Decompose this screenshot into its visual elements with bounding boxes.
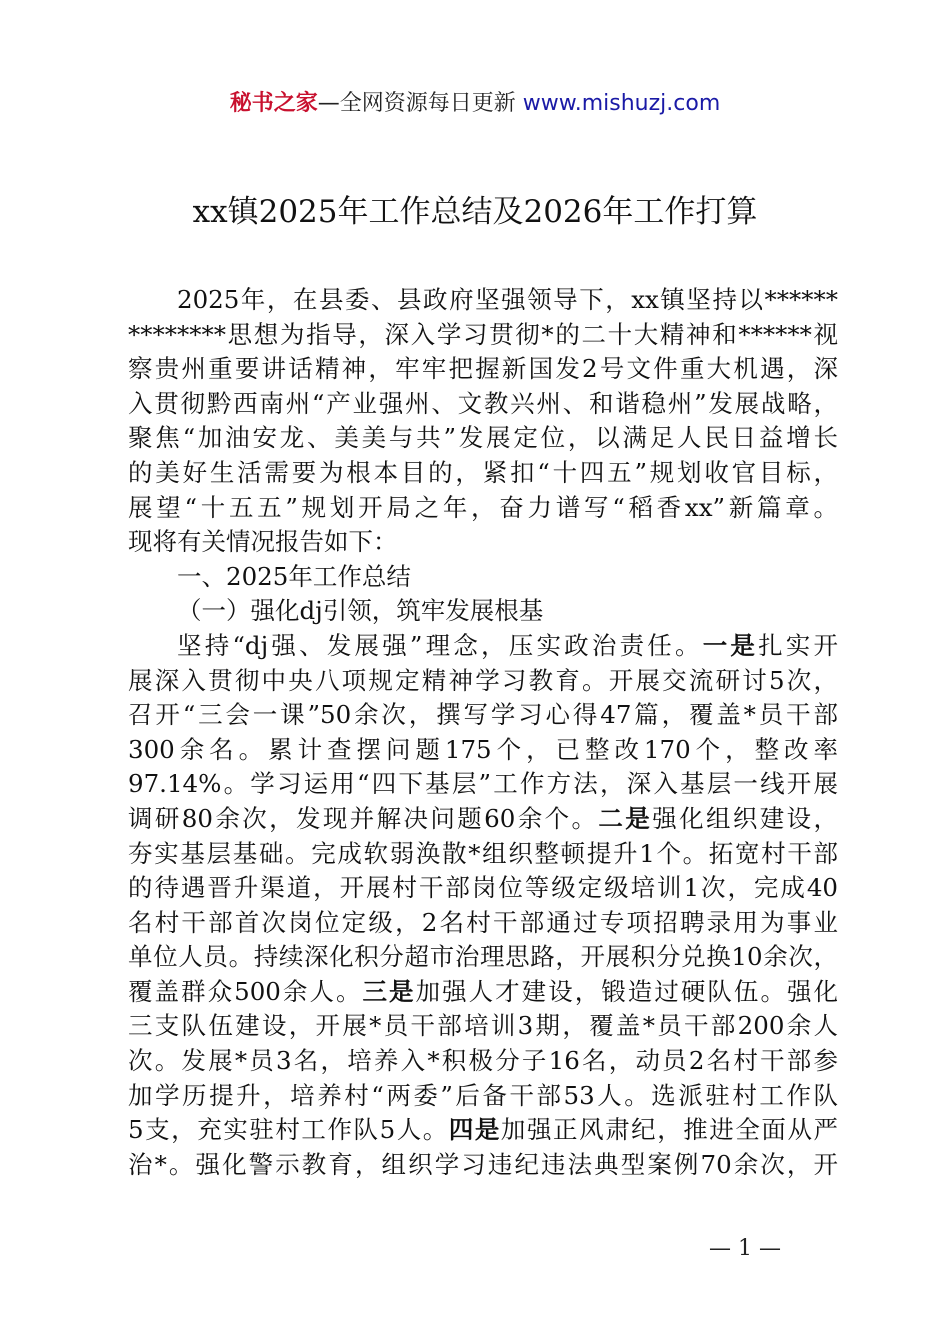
subsection-heading: （一）强化dj引领，筑牢发展根基 [177,596,544,626]
document-title: xx镇2025年工作总结及2026年工作打算 [192,194,758,230]
emphasis-marker: 三是 [362,976,416,1006]
emphasis-marker: 二是 [598,803,653,833]
paragraph-line: 聚焦“加油安龙、美美与共”发展定位，以满足人民日益增长 [128,423,838,453]
paragraph-line: 加学历提升，培养村“两委”后备干部53人。选派驻村工作队 [128,1080,838,1110]
paragraph-line: 名村干部首次岗位定级，2名村干部通过专项招聘录用为事业 [128,907,838,937]
document-body [128,283,838,1182]
line-text: 5支，充实驻村工作队5人。 [128,1115,449,1145]
paragraph-line [128,975,838,1010]
paragraph-line: 的美好生活需要为根本目的，紧扣“十四五”规划收官目标， [128,457,838,487]
intro-paragraph [128,283,838,560]
paragraph-line: 97.14%。学习运用“四下基层”工作方法，深入基层一线开展 [128,769,838,799]
emphasis-marker: 四是 [448,1115,501,1145]
paragraph-line: 2025年，在县委、县政府坚强领导下，xx镇坚持以****** [177,285,838,314]
paragraph-line: 三支队伍建设，开展*员干部培训3期，覆盖*员干部200余人 [128,1011,838,1041]
line-text: 坚持“dj强、发展强”理念，压实政治责任。 [177,630,703,660]
header-slogan: —全网资源每日更新 [317,91,523,116]
section-heading: 一、2025年工作总结 [177,561,411,591]
paragraph-line: 单位人员。持续深化积分超市治理思路，开展积分兑换10余次， [128,942,838,972]
paragraph-line: 察贵州重要讲话精神，牢牢把握新国发2号文件重大机遇，深 [128,354,838,384]
site-header [0,88,950,120]
paragraph-line: 现将有关情况报告如下： [128,527,398,557]
line-text: 加强正风肃纪，推进全面从严 [500,1115,838,1145]
line-text: 加强人才建设，锻造过硬队伍。强化 [415,976,838,1006]
paragraph-line: 召开“三会一课”50余次，撰写学习心得47篇，覆盖*员干部 [128,700,838,730]
body-paragraph [128,629,838,1183]
page-number: — 1 — [709,1236,781,1261]
paragraph-line: ********思想为指导，深入学习贯彻*的二十大精神和******视 [128,319,838,349]
paragraph-line [128,629,838,664]
line-text: 调研80余次，发现并解决问题60余个。 [128,803,599,833]
site-url-link[interactable]: www.mishuzj.com [522,91,721,116]
paragraph-line: 的待遇晋升渠道，开展村干部岗位等级定级培训1次，完成40 [128,873,838,903]
paragraph-line: 夯实基层基础。完成软弱涣散*组织整顿提升1个。拓宽村干部 [128,838,838,868]
paragraph-line: 300余名。累计查摆问题175个，已整改170个，整改率 [128,734,838,764]
paragraph-line: 展望“十五五”规划开局之年，奋力谱写“稻香xx”新篇章。 [128,492,838,522]
paragraph-line: 治*。强化警示教育，组织学习违纪违法典型案例70余次，开 [128,1149,838,1179]
emphasis-marker: 一是 [702,630,759,660]
paragraph-line: 展深入贯彻中央八项规定精神学习教育。开展交流研讨5次， [128,665,838,695]
line-text: 覆盖群众500余人。 [128,976,363,1006]
line-text: 强化组织建设， [652,803,838,833]
paragraph-line: 入贯彻黔西南州“产业强州、文教兴州、和谐稳州”发展战略， [128,388,838,418]
paragraph-line: 次。发展*员3名，培养入*积极分子16名，动员2名村干部参 [128,1046,838,1076]
paragraph-line [128,1113,838,1148]
line-text: 扎实开 [758,630,838,660]
brand-name: 秘书之家 [229,91,318,116]
paragraph-line [128,802,838,837]
